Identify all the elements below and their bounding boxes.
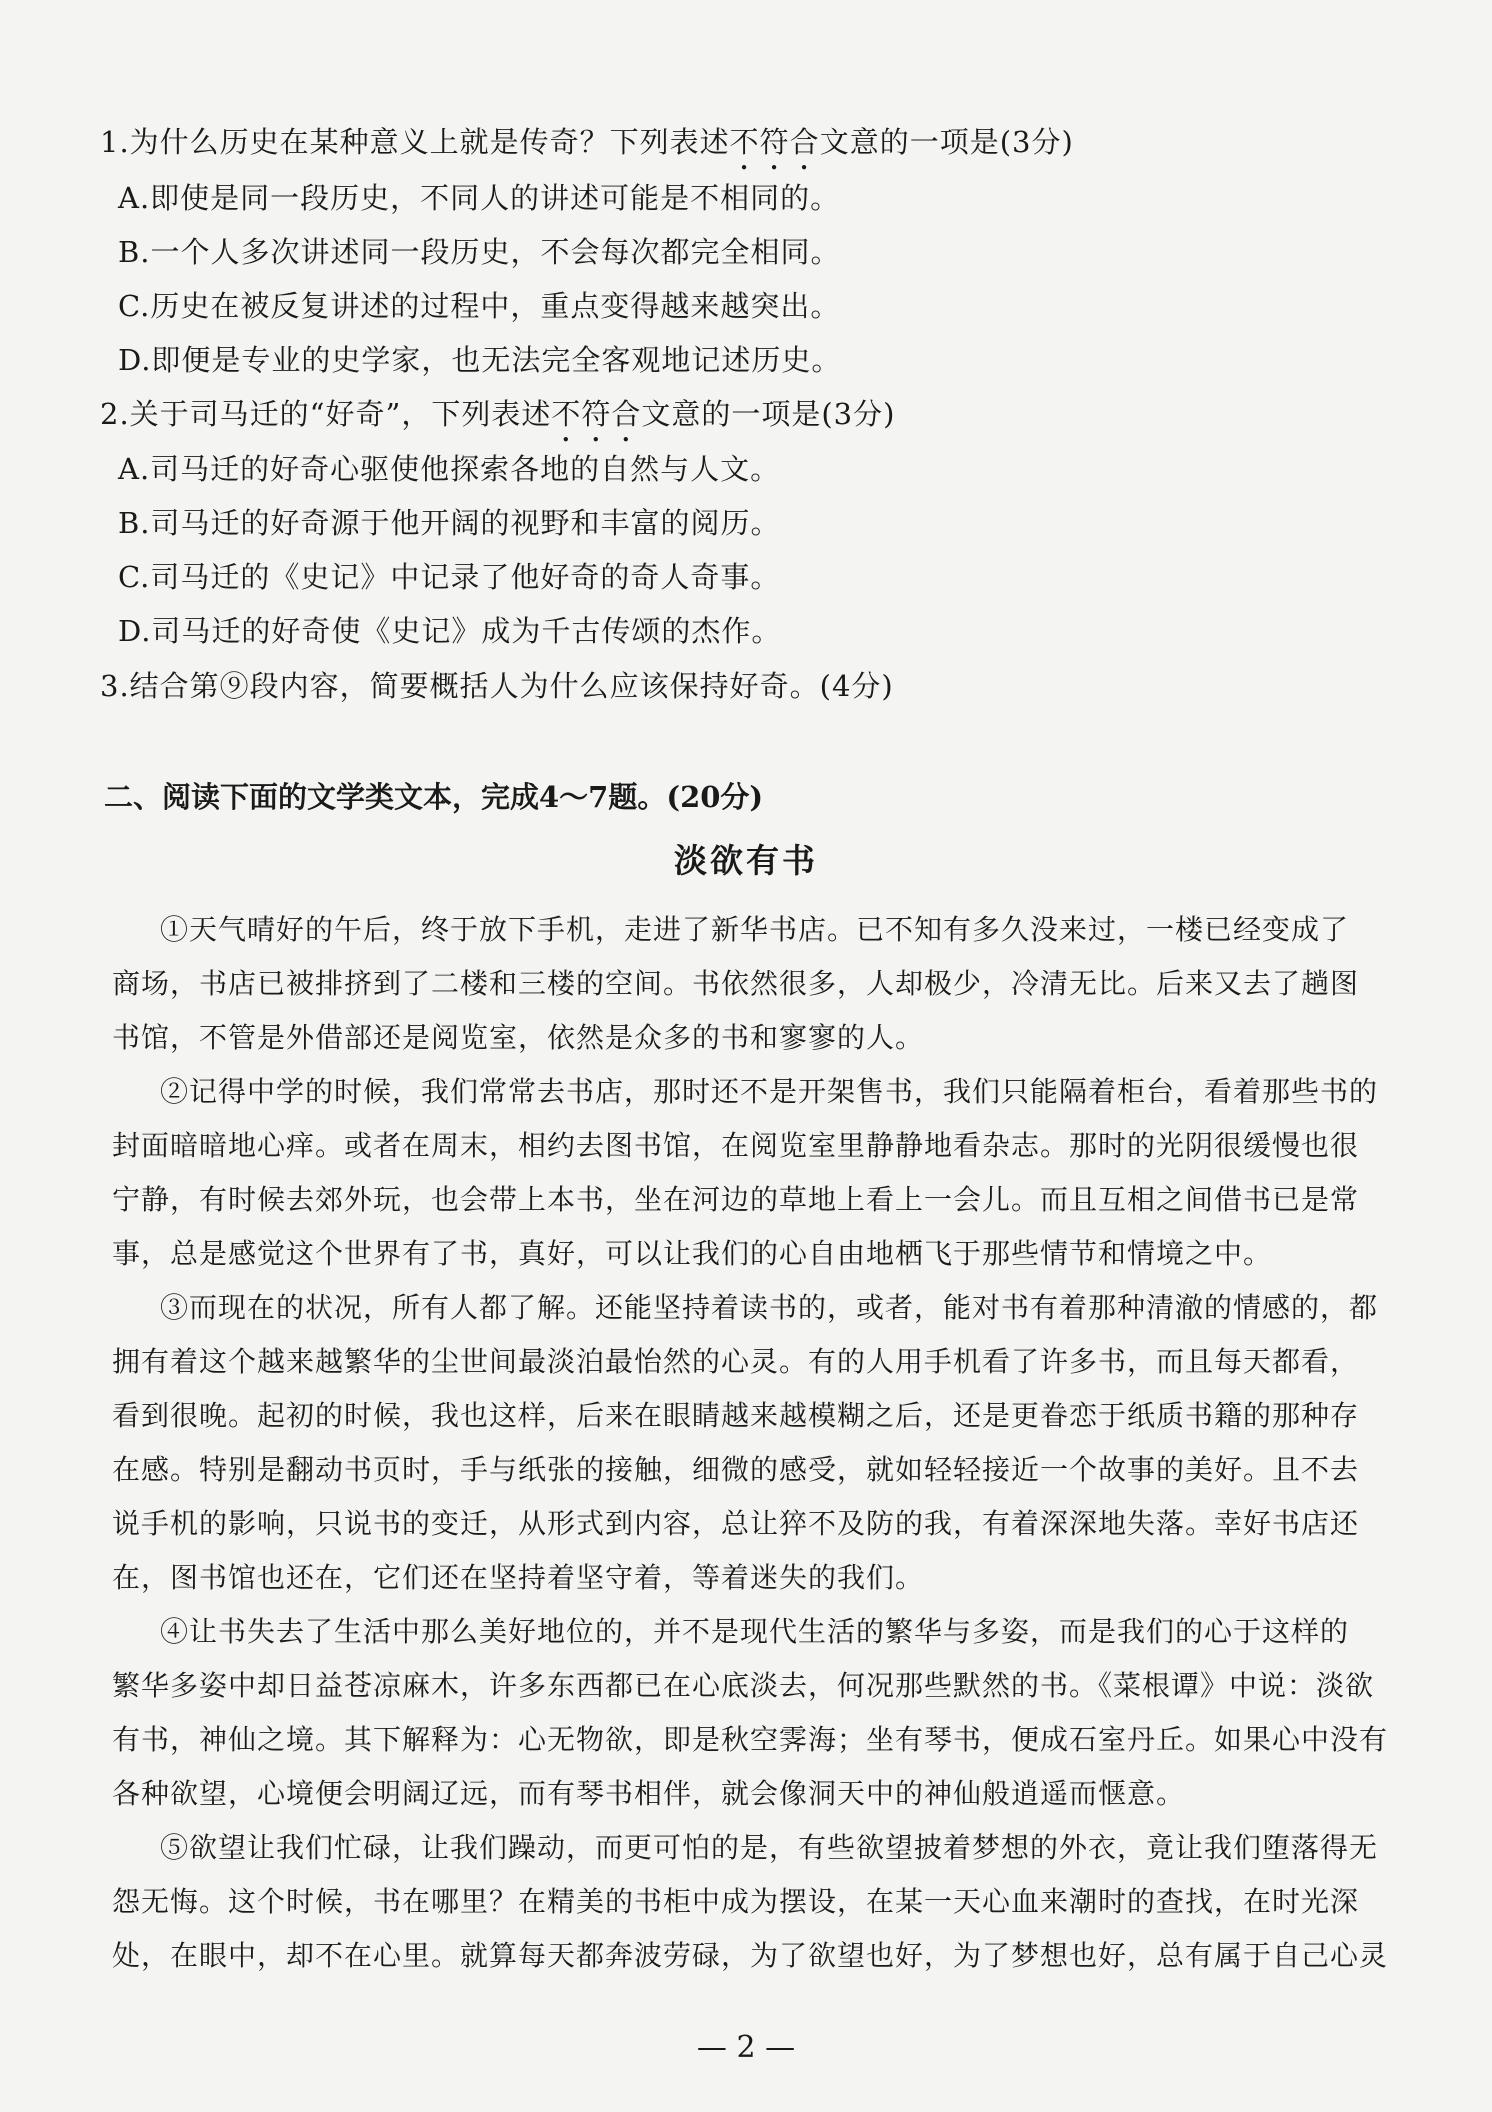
paragraph-line: 说手机的影响，只说书的变迁，从形式到内容，总让猝不及防的我，有着深深地失落。幸好书店还 xyxy=(112,1507,1360,1540)
question-1-stem-pre: 1.为什么历史在某种意义上就是传奇？下列表述 xyxy=(100,125,730,159)
article-title: 淡欲有书 xyxy=(674,841,818,880)
paragraph-line: 看到很晚。起初的时候，我也这样，后来在眼睛越来越模糊之后，还是更眷恋于纸质书籍的那种存 xyxy=(112,1399,1360,1432)
question-1-stem-post: 文意的一项是(3分) xyxy=(819,125,1074,159)
question-2-stem xyxy=(100,392,895,449)
page-number: — 2 — xyxy=(696,2030,796,2065)
paragraph-line: 宁静，有时候去郊外玩，也会带上本书，坐在河边的草地上看上一会儿。而且互相之间借书已是常 xyxy=(112,1183,1360,1216)
paragraph-line: 有书，神仙之境。其下解释为：心无物欲，即是秋空霁海；坐有琴书，便成石室丹丘。如果心中没有 xyxy=(112,1723,1389,1756)
paragraph-line: ④让书失去了生活中那么美好地位的，并不是现代生活的繁华与多姿，而是我们的心于这样的 xyxy=(160,1615,1350,1648)
paragraph-line: 事，总是感觉这个世界有了书，真好，可以让我们的心自由地栖飞于那些情节和情境之中。 xyxy=(112,1237,1273,1270)
paragraph-line: 拥有着这个越来越繁华的尘世间最淡泊最怡然的心灵。有的人用手机看了许多书，而且每天都看， xyxy=(112,1345,1360,1378)
paragraph-line: 各种欲望，心境便会明阔辽远，而有琴书相伴，就会像洞天中的神仙般逍遥而惬意。 xyxy=(112,1777,1186,1810)
section-heading: 二、阅读下面的文学类文本，完成4～7题。(20分) xyxy=(104,780,764,814)
paragraph-line: 书馆，不管是外借部还是阅览室，依然是众多的书和寥寥的人。 xyxy=(112,1021,925,1054)
question-2-stem-post: 文意的一项是(3分) xyxy=(641,397,896,431)
question-1-stem xyxy=(100,120,1074,177)
paragraph-line: 封面暗暗地心痒。或者在周末，相约去图书馆，在阅览室里静静地看杂志。那时的光阴很缓慢也很 xyxy=(112,1129,1360,1162)
question-2-emphasis: 不符合 xyxy=(551,397,642,431)
paragraph-line: ③而现在的状况，所有人都了解。还能坚持着读书的，或者，能对书有着那种清澈的情感的，都 xyxy=(160,1291,1379,1324)
question-1-option-a: A.即使是同一段历史，不同人的讲述可能是不相同的。 xyxy=(118,181,841,215)
question-1-option-d: D.即便是专业的史学家，也无法完全客观地记述历史。 xyxy=(118,343,842,377)
paragraph-line: 在，图书馆也还在，它们还在坚持着坚守着，等着迷失的我们。 xyxy=(112,1561,925,1594)
question-1-option-c: C.历史在被反复讲述的过程中，重点变得越来越突出。 xyxy=(118,289,841,323)
question-2-option-a: A.司马迁的好奇心驱使他探索各地的自然与人文。 xyxy=(118,452,781,486)
paragraph-line: ⑤欲望让我们忙碌，让我们躁动，而更可怕的是，有些欲望披着梦想的外衣，竟让我们堕落得无 xyxy=(160,1831,1379,1864)
paragraph-line: 怨无悔。这个时候，书在哪里？在精美的书柜中成为摆设，在某一天心血来潮时的查找，在时光深 xyxy=(112,1885,1360,1918)
paragraph-line: 商场，书店已被排挤到了二楼和三楼的空间。书依然很多，人却极少，冷清无比。后来又去了趟图 xyxy=(112,967,1360,1000)
paragraph-line: 处，在眼中，却不在心里。就算每天都奔波劳碌，为了欲望也好，为了梦想也好，总有属于自己心灵 xyxy=(112,1939,1389,1972)
question-2-option-c: C.司马迁的《史记》中记录了他好奇的奇人奇事。 xyxy=(118,560,781,594)
question-2-stem-pre: 2.关于司马迁的“好奇”，下列表述 xyxy=(100,397,552,431)
question-1-emphasis: 不符合 xyxy=(729,125,820,159)
question-2-option-d: D.司马迁的好奇使《史记》成为千古传颂的杰作。 xyxy=(118,614,782,648)
paragraph-line: 在感。特别是翻动书页时，手与纸张的接触，细微的感受，就如轻轻接近一个故事的美好。且不去 xyxy=(112,1453,1360,1486)
question-3-stem: 3.结合第⑨段内容，简要概括人为什么应该保持好奇。(4分) xyxy=(100,669,894,703)
paragraph-line: ①天气晴好的午后，终于放下手机，走进了新华书店。已不知有多久没来过，一楼已经变成了 xyxy=(160,913,1350,946)
paragraph-line: ②记得中学的时候，我们常常去书店，那时还不是开架售书，我们只能隔着柜台，看着那些书的 xyxy=(160,1075,1379,1108)
question-2-option-b: B.司马迁的好奇源于他开阔的视野和丰富的阅历。 xyxy=(118,506,781,540)
paragraph-line: 繁华多姿中却日益苍凉麻木，许多东西都已在心底淡去，何况那些默然的书。《菜根谭》中说：淡欲 xyxy=(112,1669,1375,1702)
question-1-option-b: B.一个人多次讲述同一段历史，不会每次都完全相同。 xyxy=(118,235,841,269)
